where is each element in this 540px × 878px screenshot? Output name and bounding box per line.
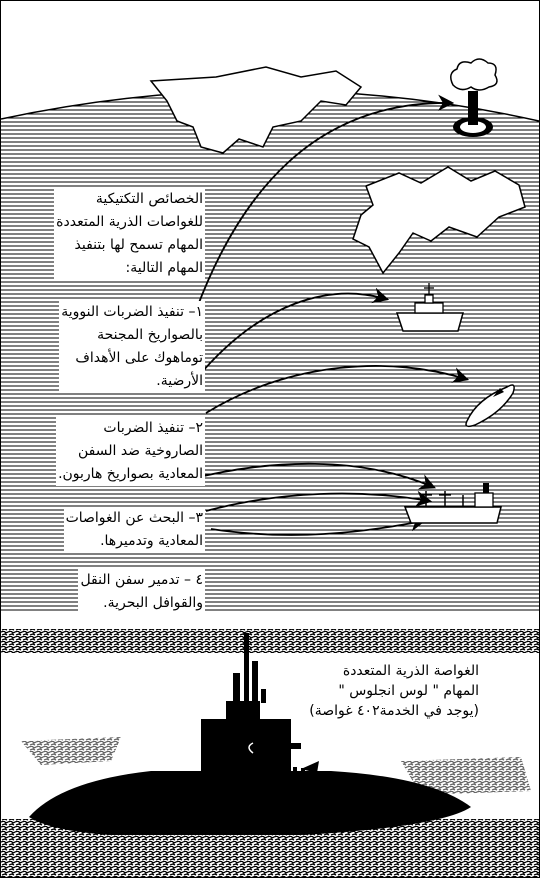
- task-line: الصاروخية ضد السفن: [78, 443, 203, 459]
- task-line: والقوافل البحرية.: [103, 595, 203, 611]
- caption-line: (يوجد في الخدمة٤٠٢ غواصة): [309, 703, 479, 719]
- task-line: ٤ – تدمير سفن النقل: [80, 572, 203, 588]
- intro-text: [54, 188, 205, 280]
- caption-line: المهام " لوس انجلوس ": [338, 683, 479, 699]
- intro-line: المهام تسمح لها بتنفيذ: [74, 237, 203, 253]
- task-1-text: [59, 301, 205, 393]
- task-line: المعادية بصواريخ هاربون.: [58, 466, 203, 482]
- task-line: توماهوك على الأهداف: [75, 350, 203, 366]
- task-2-text: [56, 417, 205, 486]
- task-4-text: [78, 569, 205, 615]
- task-line: المعادية وتدميرها.: [100, 533, 203, 549]
- intro-line: للغواصات الذرية المتعددة: [56, 214, 203, 230]
- task-line: بالصواريخ المجنحة: [97, 327, 203, 343]
- ocean-texture-top: [1, 629, 539, 653]
- intro-line: الخصائص التكتيكية: [95, 191, 203, 207]
- task-3-text: [64, 507, 205, 553]
- task-line: الأرضية.: [156, 373, 203, 389]
- task-line: ٢– تنفيذ الضربات: [103, 420, 203, 436]
- caption-line: الغواصة الذرية المتعددة: [342, 663, 479, 679]
- intro-line: المهام التالية:: [125, 260, 203, 276]
- explosion-icon: [451, 59, 497, 137]
- task-line: ١– تنفيذ الضربات النووية: [61, 304, 203, 320]
- task-line: ٣– البحث عن الغواصات: [65, 510, 203, 526]
- submarine-caption: [307, 661, 481, 721]
